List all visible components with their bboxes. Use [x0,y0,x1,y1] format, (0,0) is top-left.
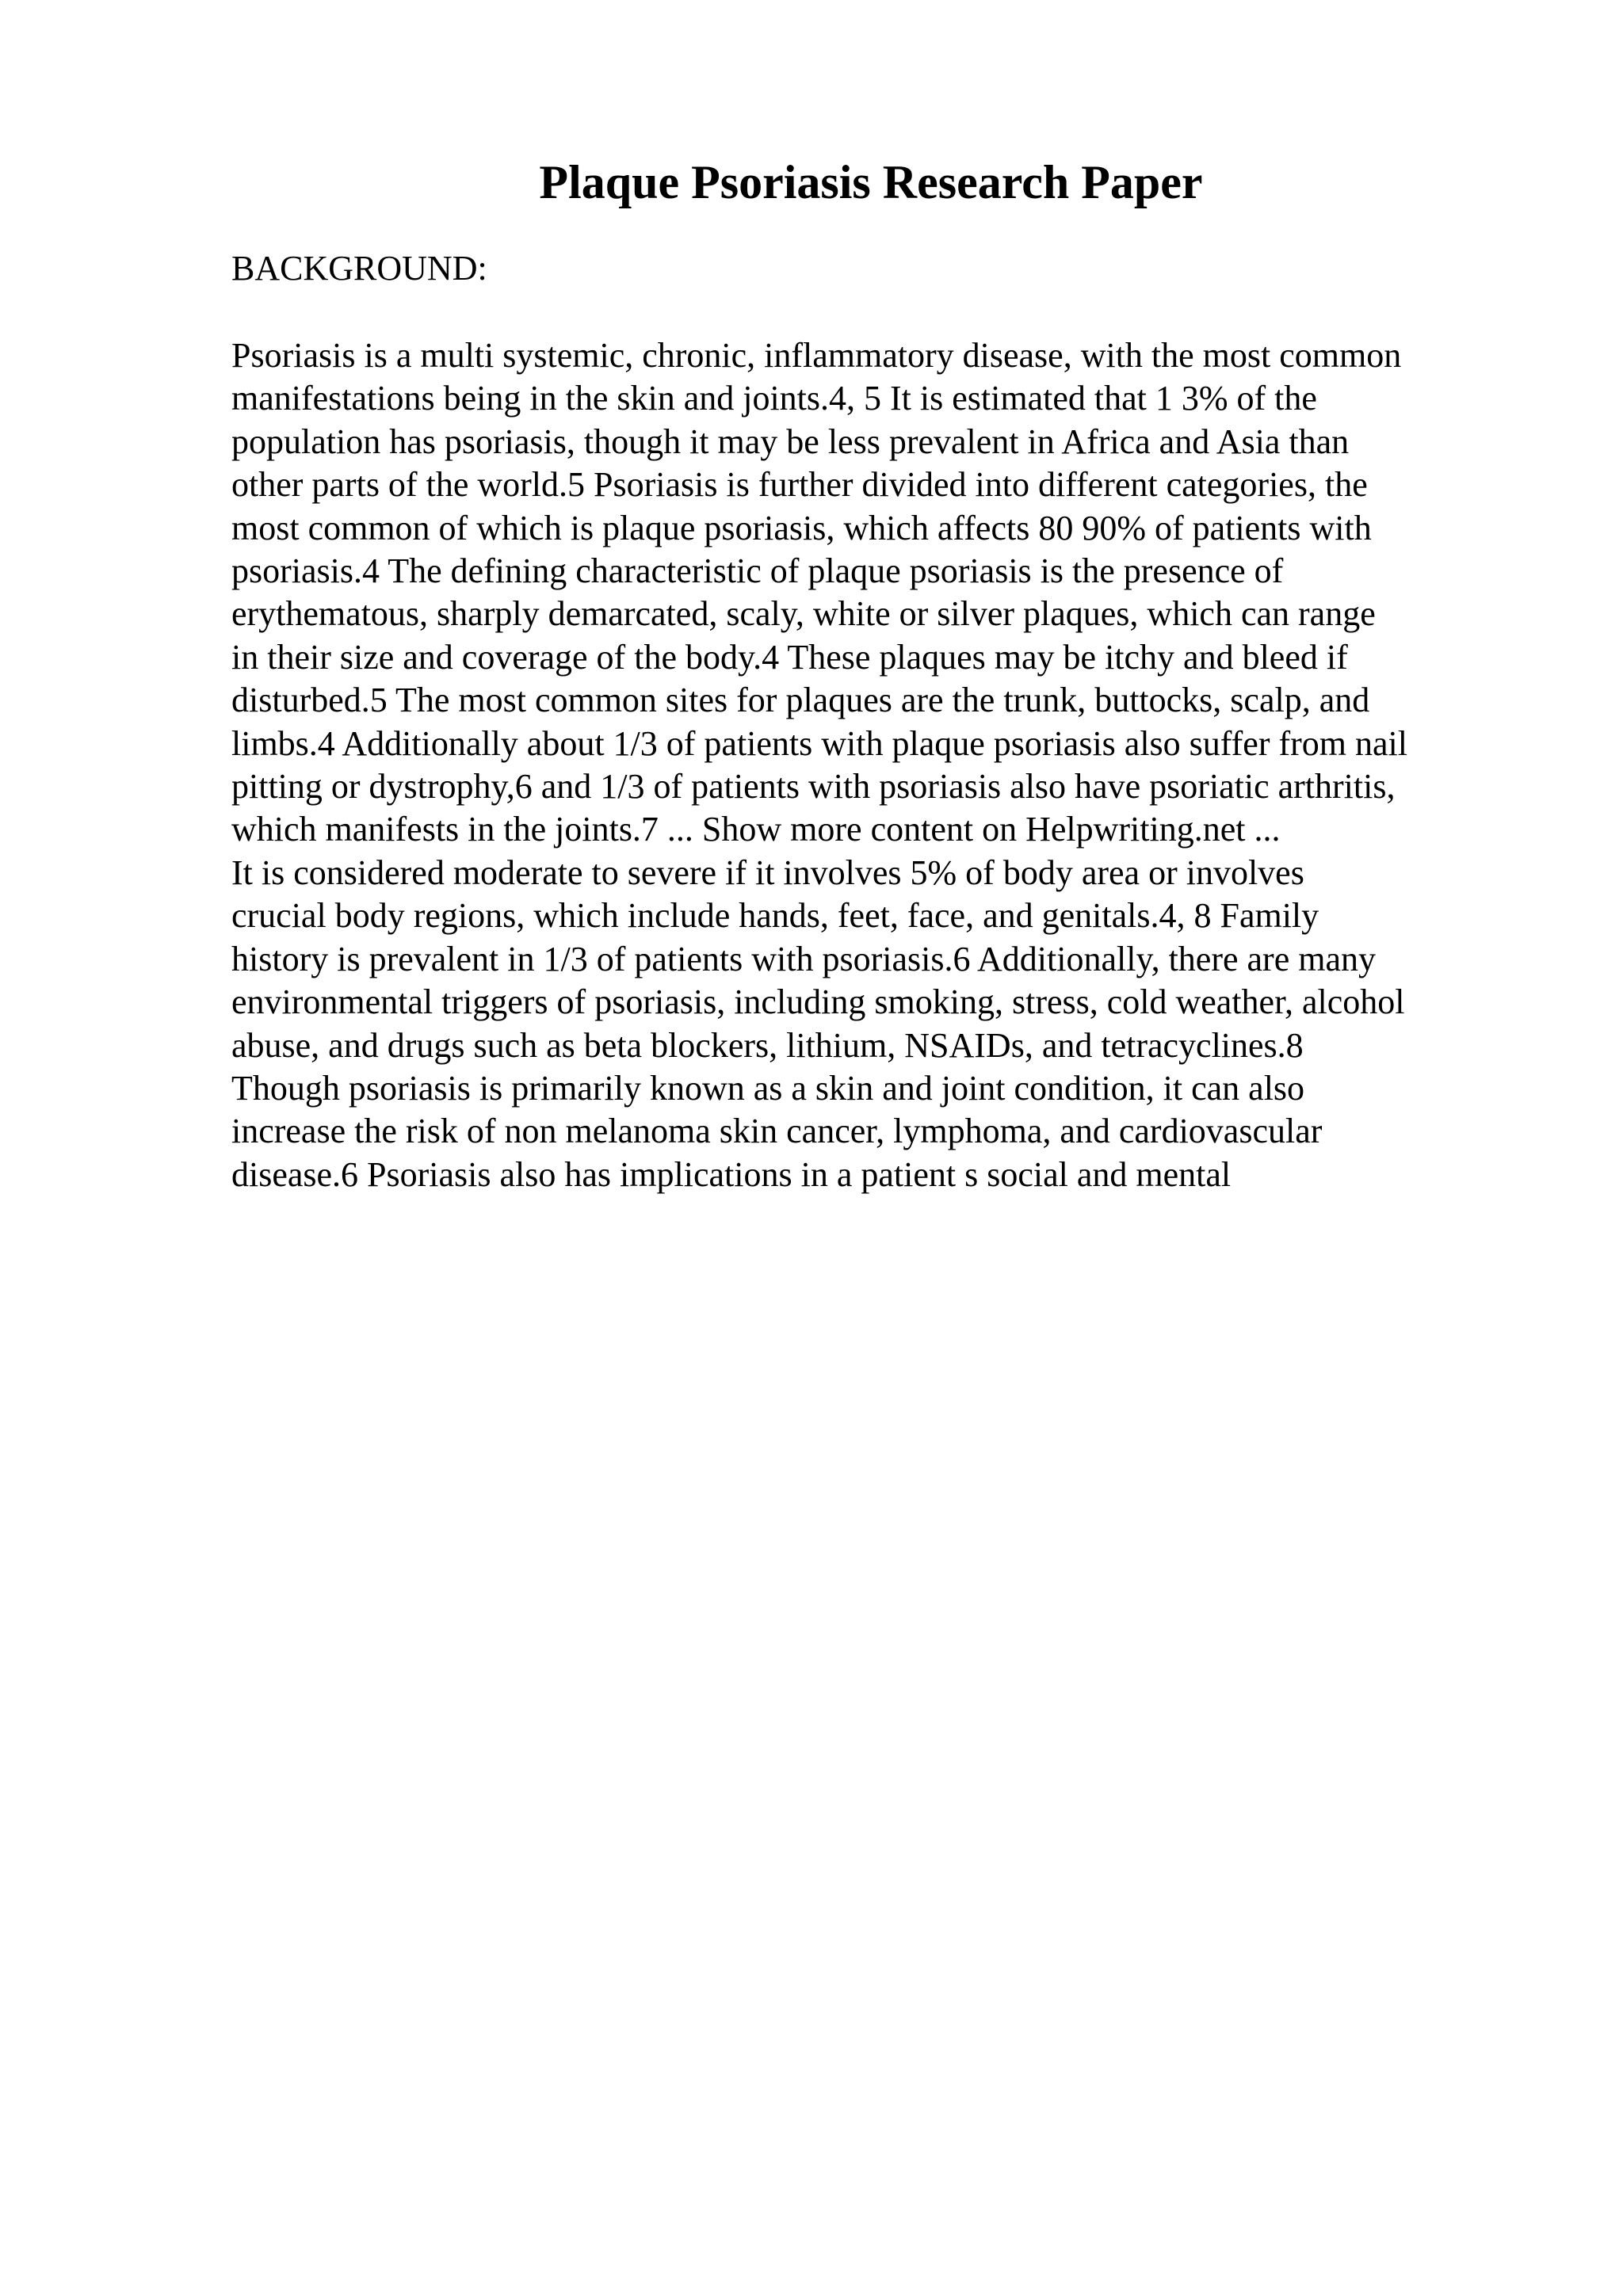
text-line: history is prevalent in 1/3 of patients with psoriasis.6 Additionally, there are many [231,939,1376,978]
text-line: population has psoriasis, though it may be less prevalent in Africa and Asia than [231,421,1350,461]
text-line: in their size and coverage of the body.4 These plaques may be itchy and bleed if [231,637,1348,677]
text-line: disease.6 Psoriasis also has implications in a patient s social and mental [231,1154,1232,1194]
text-line: crucial body regions, which include hands, feet, face, and genitals.4, 8 Family [231,896,1319,936]
text-line: other parts of the world.5 Psoriasis is further divided into different categories, the [231,465,1368,505]
text-line: manifestations being in the skin and joints.4, 5 It is estimated that 1 3% of the [231,379,1317,418]
text-line: psoriasis.4 The defining characteristic of plaque psoriasis is the presence of [231,551,1284,591]
text-line: limbs.4 Additionally about 1/3 of patients with plaque psoriasis also suffer from nail [231,723,1407,763]
text-line: abuse, and drugs such as beta blockers, lithium, NSAIDs, and tetracyclines.8 [231,1025,1304,1065]
text-line: increase the risk of non melanoma skin cancer, lymphoma, and cardiovascular [231,1112,1323,1151]
text-line: Psoriasis is a multi systemic, chronic, inflammatory disease, with the most common [231,336,1402,375]
text-line: It is considered moderate to severe if it involves 5% of body area or involves [231,852,1304,892]
text-line: which manifests in the joints.7 ... Show more content on Helpwriting.net ... [231,810,1281,849]
section-heading: BACKGROUND: [231,249,487,288]
text-line: erythematous, sharply demarcated, scaly, white or silver plaques, which can range [231,594,1376,634]
text-line: Though psoriasis is primarily known as a skin and joint condition, it can also [231,1068,1305,1108]
text-line: pitting or dystrophy,6 and 1/3 of patients with psoriasis also have psoriatic arthritis, [231,767,1396,807]
page-title: Plaque Psoriasis Research Paper [539,156,1203,208]
body-paragraph [231,334,1484,1196]
text-line: environmental triggers of psoriasis, including smoking, stress, cold weather, alcohol [231,982,1405,1022]
text-line: most common of which is plaque psoriasis, which affects 80 90% of patients with [231,508,1372,547]
text-line: disturbed.5 The most common sites for plaques are the trunk, buttocks, scalp, and [231,681,1370,720]
